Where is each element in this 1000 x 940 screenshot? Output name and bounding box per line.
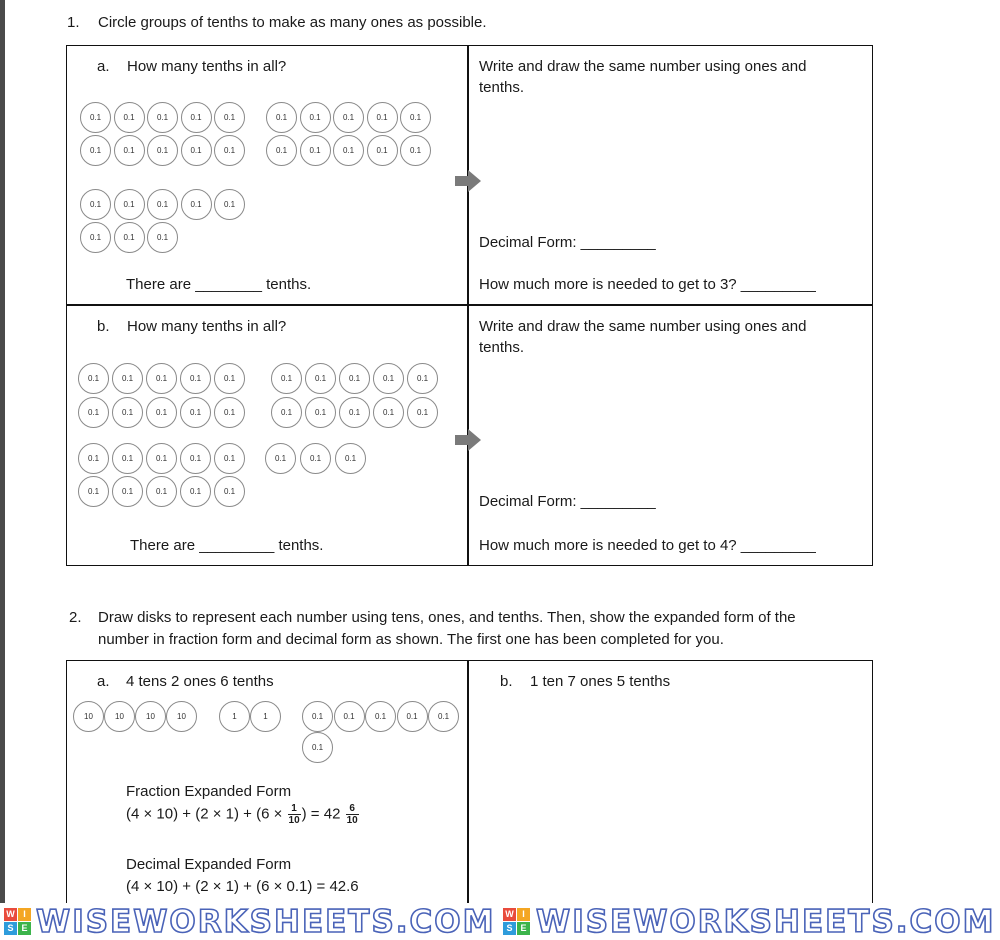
left-border bbox=[0, 0, 5, 940]
ten-disk: 10 bbox=[104, 701, 135, 732]
tenth-disk: 0.1 bbox=[78, 476, 109, 507]
q1b-how-much-more: How much more is needed to get to 4? _________ bbox=[479, 537, 816, 554]
tenth-disk: 0.1 bbox=[305, 397, 336, 428]
tenth-disk: 0.1 bbox=[214, 443, 245, 474]
q2a-decimal-heading: Decimal Expanded Form bbox=[126, 856, 292, 873]
q1a-there-are: There are ________ tenths. bbox=[126, 276, 312, 293]
arrow-right-icon bbox=[455, 170, 481, 192]
tenth-disk: 0.1 bbox=[302, 701, 333, 732]
q1b-write-draw: Write and draw the same number using ones and tenths. bbox=[479, 318, 807, 356]
tenth-disk: 0.1 bbox=[214, 102, 245, 133]
tenth-disk: 0.1 bbox=[271, 363, 302, 394]
tenth-disk: 0.1 bbox=[146, 397, 177, 428]
q2-number: 2. bbox=[69, 609, 82, 626]
tenth-disk: 0.1 bbox=[400, 135, 431, 166]
q2a-title: 4 tens 2 ones 6 tenths bbox=[126, 673, 274, 690]
tenth-disk: 0.1 bbox=[181, 189, 212, 220]
brand-text: WISEWORKSHEETS.COM bbox=[536, 904, 996, 940]
tenth-disk: 0.1 bbox=[397, 701, 428, 732]
q2a-fraction-expanded bbox=[126, 803, 360, 826]
tenth-disk: 0.1 bbox=[214, 476, 245, 507]
fraction-one-tenth: $\frac{1}{10}$ bbox=[288, 803, 300, 826]
tenth-disk: 0.1 bbox=[300, 135, 331, 166]
one-disk: 1 bbox=[250, 701, 281, 732]
tenth-disk: 0.1 bbox=[78, 443, 109, 474]
ten-disk: 10 bbox=[166, 701, 197, 732]
tenth-disk: 0.1 bbox=[365, 701, 396, 732]
q1-table-row-divider bbox=[66, 304, 873, 306]
brand-logo-icon: W I S E bbox=[503, 908, 531, 936]
ten-disk: 10 bbox=[73, 701, 104, 732]
q1a-decimal-form: Decimal Form: _________ bbox=[479, 234, 656, 251]
q1b-label: b. bbox=[97, 318, 110, 335]
tenth-disk: 0.1 bbox=[300, 102, 331, 133]
q1b-there-are: There are _________ tenths. bbox=[130, 537, 324, 554]
footer-banner bbox=[0, 903, 1000, 940]
tenth-disk: 0.1 bbox=[373, 397, 404, 428]
tenth-disk: 0.1 bbox=[333, 102, 364, 133]
q2a-decimal-expanded: (4 × 10) + (2 × 1) + (6 × 0.1) = 42.6 bbox=[126, 878, 359, 895]
fraction-six-tenths: $\frac{6}{10}$ bbox=[346, 803, 358, 826]
tenth-disk: 0.1 bbox=[181, 102, 212, 133]
tenth-disk: 0.1 bbox=[300, 443, 331, 474]
tenth-disk: 0.1 bbox=[147, 102, 178, 133]
tenth-disk: 0.1 bbox=[265, 443, 296, 474]
tenth-disk: 0.1 bbox=[147, 135, 178, 166]
tenth-disk: 0.1 bbox=[214, 135, 245, 166]
one-disk: 1 bbox=[219, 701, 250, 732]
tenth-disk: 0.1 bbox=[112, 397, 143, 428]
q2-instruction-line1: Draw disks to represent each number using tens, ones, and tenths. Then, show the expanded form of the bbox=[98, 609, 796, 626]
tenth-disk: 0.1 bbox=[180, 363, 211, 394]
arrow-right-icon bbox=[455, 429, 481, 451]
tenth-disk: 0.1 bbox=[367, 135, 398, 166]
q1-table-divider bbox=[467, 45, 469, 566]
tenth-disk: 0.1 bbox=[302, 732, 333, 763]
q2a-label: a. bbox=[97, 673, 110, 690]
q1-instruction: Circle groups of tenths to make as many ones as possible. bbox=[98, 14, 487, 31]
tenth-disk: 0.1 bbox=[266, 135, 297, 166]
tenth-disk: 0.1 bbox=[180, 397, 211, 428]
tenth-disk: 0.1 bbox=[80, 102, 111, 133]
q1a-how-much-more: How much more is needed to get to 3? _________ bbox=[479, 276, 816, 293]
tenth-disk: 0.1 bbox=[80, 135, 111, 166]
q2-table-divider bbox=[467, 660, 469, 920]
tenth-disk: 0.1 bbox=[214, 363, 245, 394]
brand-text: WISEWORKSHEETS.COM bbox=[36, 904, 496, 940]
q1a-write-draw: Write and draw the same number using ones and tenths. bbox=[479, 58, 807, 96]
tenth-disk: 0.1 bbox=[266, 102, 297, 133]
tenth-disk: 0.1 bbox=[407, 397, 438, 428]
tenth-disk: 0.1 bbox=[271, 397, 302, 428]
tenth-disk: 0.1 bbox=[146, 476, 177, 507]
tenth-disk: 0.1 bbox=[114, 135, 145, 166]
q1b-decimal-form: Decimal Form: _________ bbox=[479, 493, 656, 510]
tenth-disk: 0.1 bbox=[180, 443, 211, 474]
q1b-question: How many tenths in all? bbox=[127, 318, 287, 335]
tenth-disk: 0.1 bbox=[114, 189, 145, 220]
q2-instruction-line2: number in fraction form and decimal form as shown. The first one has been completed for you. bbox=[98, 631, 724, 648]
tenth-disk: 0.1 bbox=[112, 476, 143, 507]
tenth-disk: 0.1 bbox=[339, 363, 370, 394]
tenth-disk: 0.1 bbox=[112, 443, 143, 474]
brand-logo-icon: W I S E bbox=[4, 908, 32, 936]
tenth-disk: 0.1 bbox=[334, 701, 365, 732]
q1a-label: a. bbox=[97, 58, 110, 75]
q2a-fraction-heading: Fraction Expanded Form bbox=[126, 783, 292, 800]
q2a-fraction-part2: ) = 42 bbox=[301, 805, 341, 823]
q1-number: 1. bbox=[67, 14, 80, 31]
tenth-disk: 0.1 bbox=[147, 222, 178, 253]
tenth-disk: 0.1 bbox=[78, 397, 109, 428]
tenth-disk: 0.1 bbox=[428, 701, 459, 732]
tenth-disk: 0.1 bbox=[146, 443, 177, 474]
tenth-disk: 0.1 bbox=[114, 102, 145, 133]
tenth-disk: 0.1 bbox=[305, 363, 336, 394]
q2b-title: 1 ten 7 ones 5 tenths bbox=[530, 673, 671, 690]
tenth-disk: 0.1 bbox=[147, 189, 178, 220]
tenth-disk: 0.1 bbox=[214, 189, 245, 220]
q1a-question: How many tenths in all? bbox=[127, 58, 287, 75]
tenth-disk: 0.1 bbox=[333, 135, 364, 166]
tenth-disk: 0.1 bbox=[112, 363, 143, 394]
tenth-disk: 0.1 bbox=[80, 189, 111, 220]
tenth-disk: 0.1 bbox=[180, 476, 211, 507]
tenth-disk: 0.1 bbox=[214, 397, 245, 428]
q2a-fraction-part1: (4 × 10) + (2 × 1) + (6 × bbox=[126, 805, 283, 823]
tenth-disk: 0.1 bbox=[367, 102, 398, 133]
tenth-disk: 0.1 bbox=[146, 363, 177, 394]
tenth-disk: 0.1 bbox=[373, 363, 404, 394]
tenth-disk: 0.1 bbox=[78, 363, 109, 394]
tenth-disk: 0.1 bbox=[114, 222, 145, 253]
q2b-label: b. bbox=[500, 673, 513, 690]
tenth-disk: 0.1 bbox=[400, 102, 431, 133]
tenth-disk: 0.1 bbox=[335, 443, 366, 474]
tenth-disk: 0.1 bbox=[339, 397, 370, 428]
ten-disk: 10 bbox=[135, 701, 166, 732]
tenth-disk: 0.1 bbox=[181, 135, 212, 166]
tenth-disk: 0.1 bbox=[407, 363, 438, 394]
tenth-disk: 0.1 bbox=[80, 222, 111, 253]
